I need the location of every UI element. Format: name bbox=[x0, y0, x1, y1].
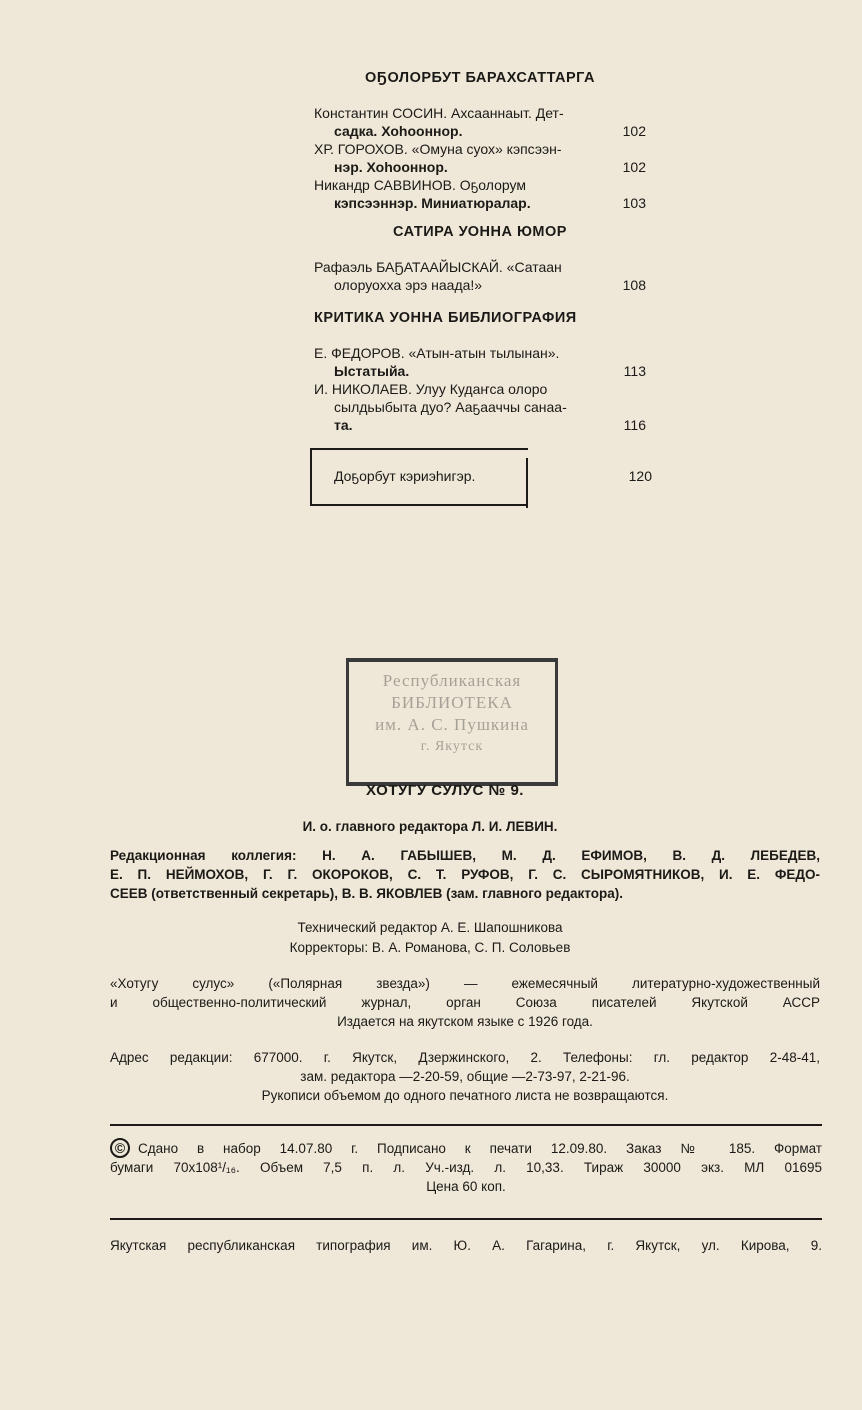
print-line: бумаги 70x108¹/₁₆. Объем 7,5 п. л. Уч.-изд. л. 10,33. Тираж 30000 экз. МЛ 01695 bbox=[110, 1160, 822, 1175]
toc-page-number: 103 bbox=[622, 195, 646, 211]
toc-page-number: 113 bbox=[623, 363, 646, 379]
toc-entry bbox=[314, 380, 646, 434]
journal-description bbox=[110, 974, 820, 1031]
acting-editor: И. о. главного редактора Л. И. ЛЕВИН. bbox=[302, 819, 558, 834]
stamp-line: г. Якутск bbox=[420, 739, 484, 754]
description-line: «Хотугу сулус» («Полярная звезда») — ежемесячный литературно-художественный bbox=[110, 976, 820, 991]
box-right-border bbox=[526, 458, 528, 508]
issue-title: ХОТУГУ СУЛУС № 9. bbox=[366, 782, 524, 799]
toc-entry-title: Ыстатыйа. bbox=[334, 363, 410, 379]
toc-page-number: 116 bbox=[623, 417, 646, 433]
print-details bbox=[110, 1138, 822, 1196]
toc-entry bbox=[314, 176, 646, 212]
library-stamp bbox=[346, 658, 558, 786]
printer-info: Якутская республиканская типография им. Ю. А. Гагарина, г. Якутск, ул. Кирова, 9. bbox=[110, 1238, 822, 1253]
toc-entry bbox=[314, 140, 646, 176]
stamp-line: Республиканская bbox=[382, 671, 522, 690]
memorial-entry-label: Доҕорбут кэриэhигэр. bbox=[334, 468, 476, 484]
toc-entry-title: та. bbox=[334, 417, 353, 433]
toc-page-number: 108 bbox=[622, 277, 646, 293]
box-top-rule bbox=[310, 448, 528, 450]
toc-entry-title: олоруохха эрэ наада!» bbox=[334, 277, 483, 293]
toc-page-number: 102 bbox=[622, 159, 646, 175]
toc-entry-line: И. НИКОЛАЕВ. Улуу Кудаҥса олоро bbox=[314, 381, 548, 397]
board-line: Е. П. НЕЙМОХОВ, Г. Г. ОКОРОКОВ, С. Т. РУФОВ, Г. С. СЫРОМЯТНИКОВ, И. Е. ФЕДО- bbox=[110, 867, 820, 882]
toc-entry bbox=[314, 258, 646, 294]
toc-entry-line: Е. ФЕДОРОВ. «Атын-атын тылынан». bbox=[314, 345, 560, 361]
section-heading-criticism: КРИТИКА УОННА БИБЛИОГРАФИЯ bbox=[314, 310, 577, 326]
description-line: и общественно-политический журнал, орган Союза писателей Якутской АССР bbox=[110, 995, 820, 1010]
toc-entry-title: нэр. Хоhооннор. bbox=[334, 159, 448, 175]
box-bottom-rule bbox=[310, 504, 528, 506]
price: Цена 60 коп. bbox=[426, 1179, 506, 1194]
section-heading-new-names: ОҔОЛОРБУТ БАРАХСАТТАРГА bbox=[365, 70, 595, 86]
address-line: Адрес редакции: 677000. г. Якутск, Дзержинского, 2. Телефоны: гл. редактор 2-48-41, bbox=[110, 1050, 820, 1065]
divider-rule bbox=[110, 1124, 822, 1126]
address-line: зам. редактора —2-20-59, общие —2-73-97, 2-21-96. bbox=[300, 1069, 630, 1084]
editorial-board bbox=[110, 846, 820, 903]
toc-page-number: 102 bbox=[622, 123, 646, 139]
divider-rule bbox=[110, 1218, 822, 1220]
print-line: Сдано в набор 14.07.80 г. Подписано к печати 12.09.80. Заказ № 185. Формат bbox=[138, 1140, 822, 1156]
toc-block-1 bbox=[314, 104, 646, 212]
stamp-line: БИБЛИОТЕКА bbox=[391, 693, 513, 712]
toc-entry-line: ХР. ГОРОХОВ. «Омуна суох» кэпсээн- bbox=[314, 141, 562, 157]
toc-entry-line: Рафаэль БАҔАТААЙЫСКАЙ. «Сатаан bbox=[314, 259, 562, 275]
toc-entry-line: Никандр САВВИНОВ. Оҕолорум bbox=[314, 177, 526, 193]
correctors: Корректоры: В. А. Романова, С. П. Соловьев bbox=[289, 940, 571, 955]
toc-entry-line: Константин СОСИН. Ахсааннаыт. Дет- bbox=[314, 105, 564, 121]
box-left-border bbox=[310, 450, 312, 504]
manuscripts-notice: Рукописи объемом до одного печатного листа не возвращаются. bbox=[261, 1088, 669, 1103]
toc-entry-title: кэпсээннэр. Миниатюралар. bbox=[334, 195, 531, 211]
board-line: Редакционная коллегия: Н. А. ГАБЫШЕВ, М. Д. ЕФИМОВ, В. Д. ЛЕБЕДЕВ, bbox=[110, 848, 820, 863]
memorial-entry-page: 120 bbox=[628, 468, 652, 484]
copyright-icon: © bbox=[110, 1138, 130, 1158]
section-heading-satire: САТИРА УОННА ЮМОР bbox=[393, 224, 567, 240]
toc-entry-title: садка. Хоhооннор. bbox=[334, 123, 463, 139]
board-line: СЕЕВ (ответственный секретарь), В. В. ЯКОВЛЕВ (зам. главного редактора). bbox=[110, 886, 623, 901]
toc-block-3 bbox=[314, 344, 646, 434]
editorial-address bbox=[110, 1048, 820, 1105]
toc-entry-line: сылдьыбыта дуо? Ааҕааччы санаа- bbox=[334, 399, 567, 415]
toc-entry bbox=[314, 104, 646, 140]
tech-editor: Технический редактор А. Е. Шапошникова bbox=[297, 920, 563, 935]
toc-block-2 bbox=[314, 258, 646, 294]
toc-entry bbox=[314, 344, 646, 380]
stamp-line: им. А. С. Пушкина bbox=[375, 715, 529, 734]
description-line: Издается на якутском языке с 1926 года. bbox=[337, 1014, 593, 1029]
